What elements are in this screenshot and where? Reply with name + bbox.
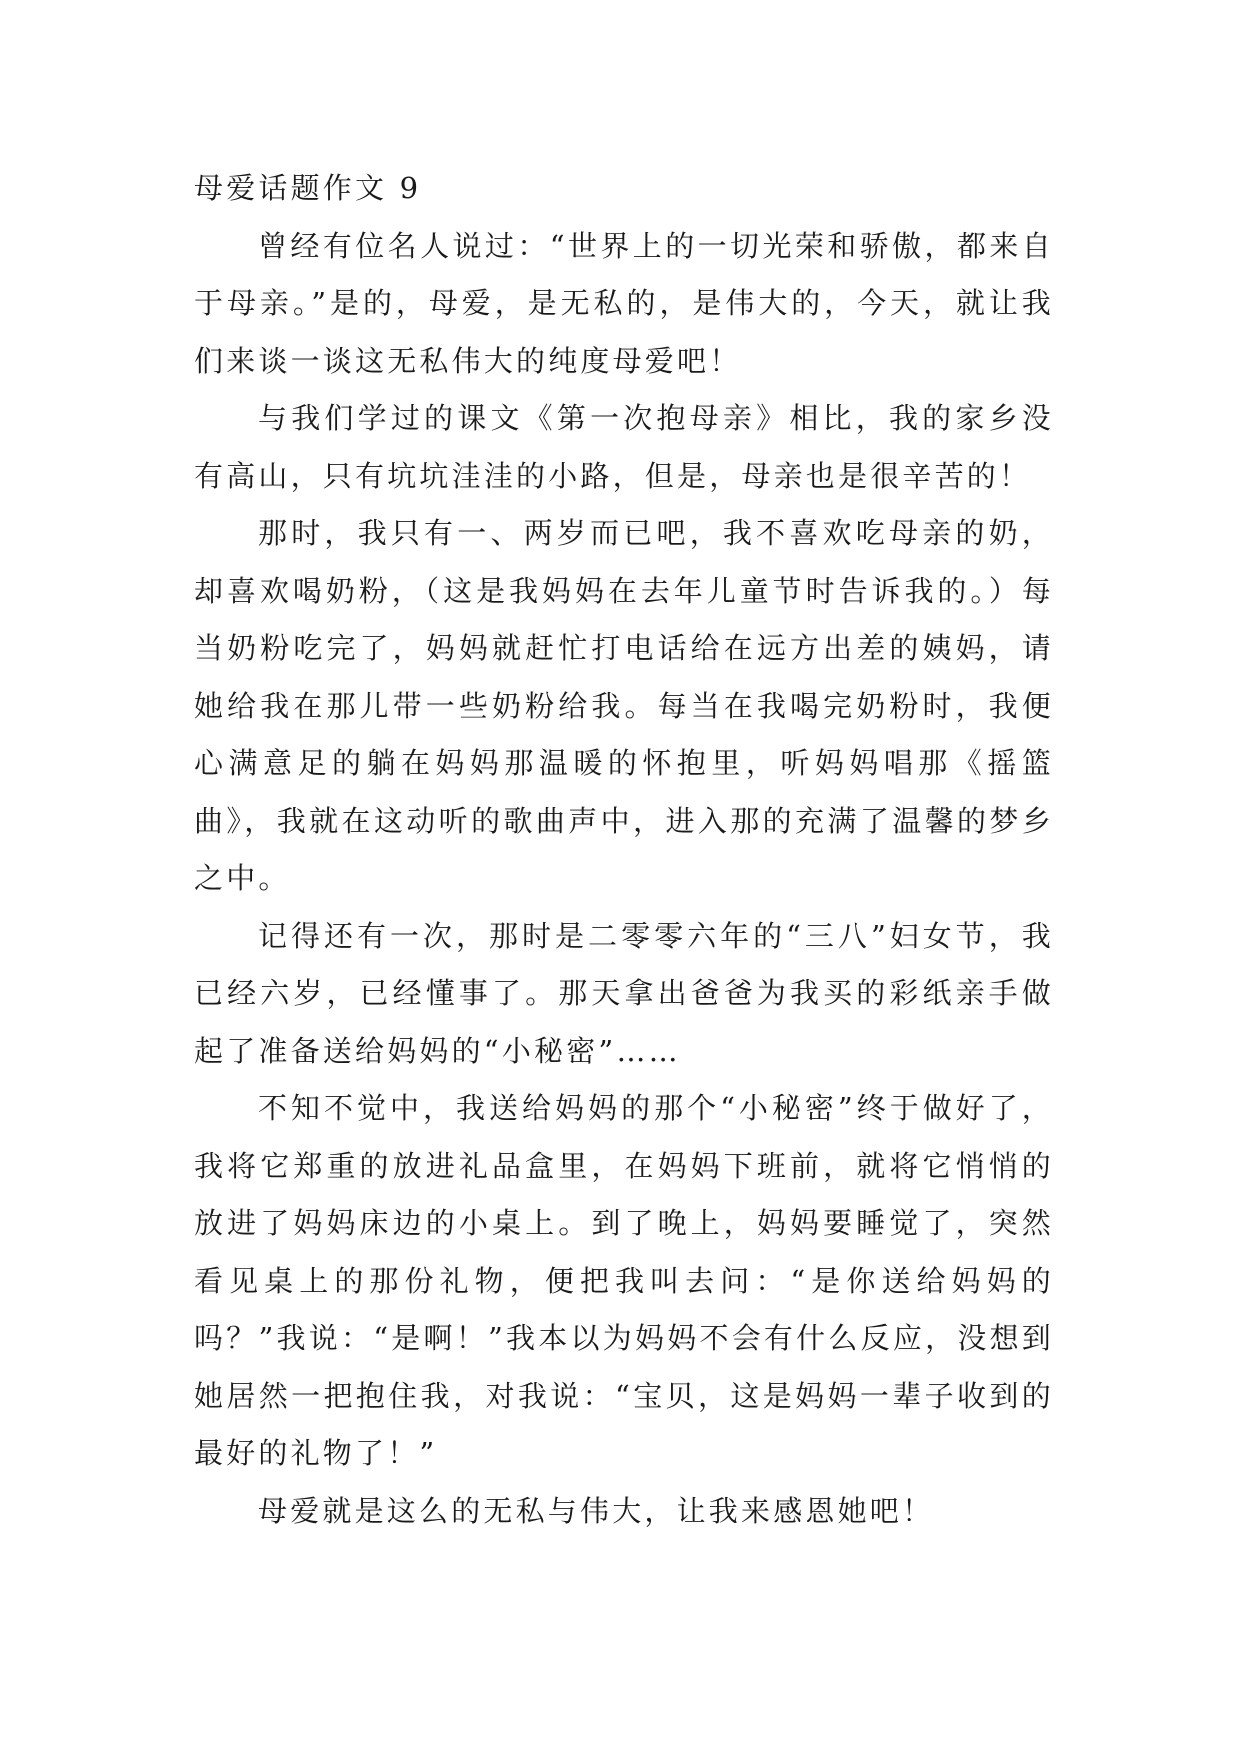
paragraph-3: 那时，我只有一、两岁而已吧，我不喜欢吃母亲的奶，却喜欢喝奶粉，（这是我妈妈在去年儿童节时告诉我的。）每当奶粉吃完了，妈妈就赶忙打电话给在远方出差的姨妈，请她给我在那儿带一些奶粉给我。每当在我喝完奶粉时，我便心满意足的躺在妈妈那温暖的怀抱里，听妈妈唱那《摇篮曲》，我就在这动听的歌曲声中，进入那的充满了温馨的梦乡之中。: [194, 516, 1054, 895]
document-body: [194, 160, 1054, 1540]
paragraph-2: 与我们学过的课文《第一次抱母亲》相比，我的家乡没有高山，只有坑坑洼洼的小路，但是，母亲也是很辛苦的！: [194, 401, 1054, 493]
document-title: 母爱话题作文 9: [194, 171, 422, 205]
paragraph-6: 母爱就是这么的无私与伟大，让我来感恩她吧！: [258, 1493, 935, 1528]
paragraph-4: 记得还有一次，那时是二零零六年的“三八”妇女节，我已经六岁，已经懂事了。那天拿出爸爸为我买的彩纸亲手做起了准备送给妈妈的“小秘密”……: [194, 918, 1054, 1068]
paragraph-5: 不知不觉中，我送给妈妈的那个“小秘密”终于做好了，我将它郑重的放进礼品盒里，在妈妈下班前，就将它悄悄的放进了妈妈床边的小桌上。到了晚上，妈妈要睡觉了，突然看见桌上的那份礼物，便把我叫去问：“是你送给妈妈的吗？”我说：“是啊！”我本以为妈妈不会有什么反应，没想到她居然一把抱住我，对我说：“宝贝，这是妈妈一辈子收到的最好的礼物了！”: [194, 1091, 1054, 1470]
paragraph-1: 曾经有位名人说过：“世界上的一切光荣和骄傲，都来自于母亲。”是的，母爱，是无私的，是伟大的，今天，就让我们来谈一谈这无私伟大的纯度母爱吧！: [194, 228, 1054, 378]
